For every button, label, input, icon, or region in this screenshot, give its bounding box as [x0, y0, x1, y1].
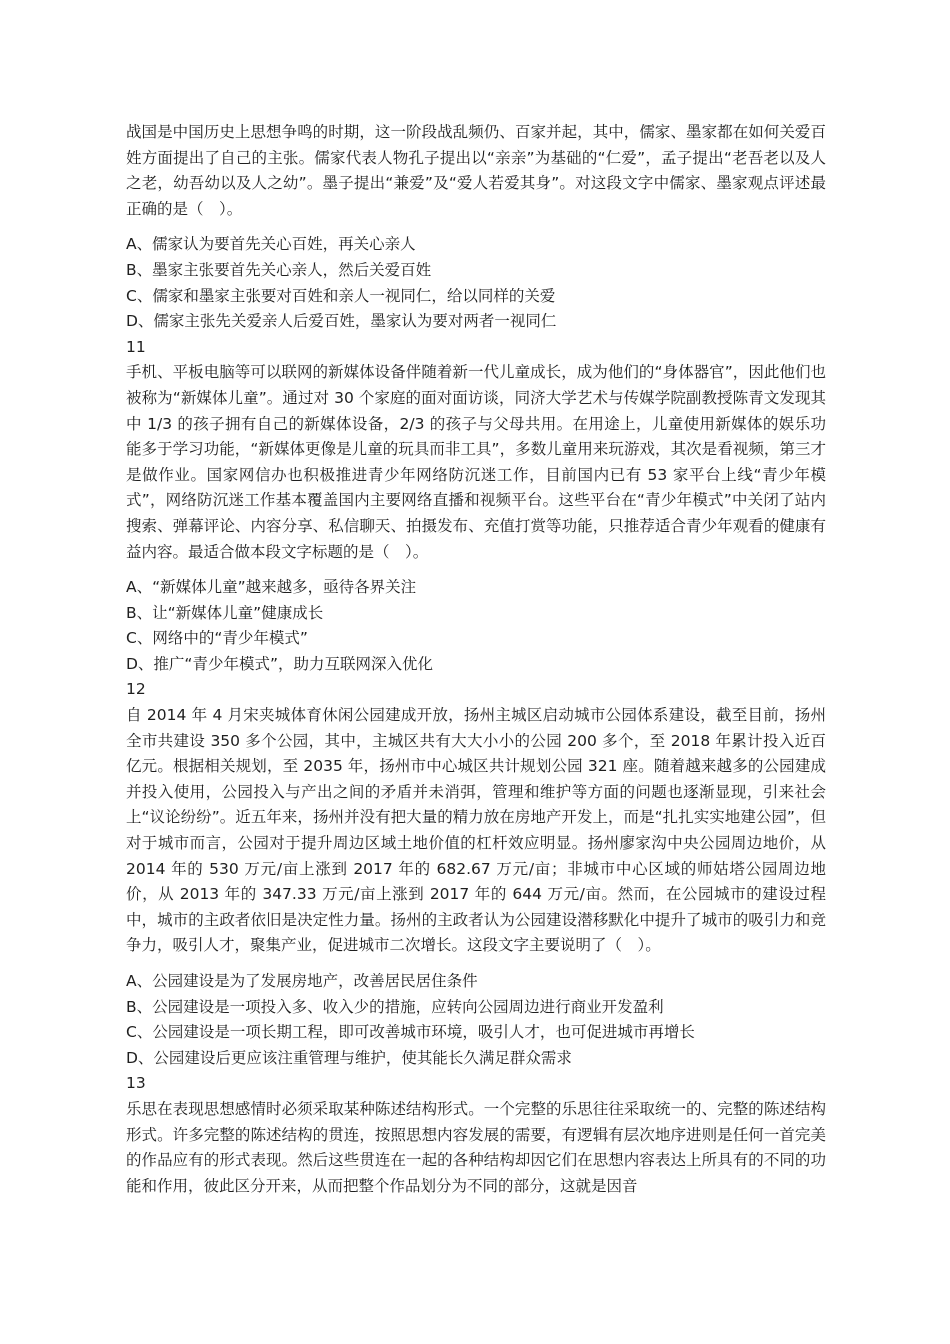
option-d: D、公园建设后更应该注重管理与维护，使其能长久满足群众需求 [126, 1048, 572, 1067]
question-number: 11 [126, 337, 146, 356]
question-block [126, 677, 826, 1071]
question-text: 战国是中国历史上思想争鸣的时期，这一阶段战乱频仍、百家并起，其中，儒家、墨家都在如何关爱百姓方面提出了自己的主张。儒家代表人物孔子提出以“亲亲”为基础的“仁爱”，孟子提出“老吾老以及人之老，幼吾幼以及人之幼”。墨子提出“兼爱”及“爱人若爱其身”。对这段文字中儒家、墨家观点评述最正确的是（ ）。 [126, 123, 826, 218]
option-list [126, 232, 826, 334]
question-text: 乐思在表现思想感情时必须采取某种陈述结构形式。一个完整的乐思往往采取统一的、完整的陈述结构形式。许多完整的陈述结构的贯连，按照思想内容发展的需要，有逻辑有层次地序进则是任何一首完美的作品应有的形式表现。然后这些贯连在一起的各种结构却因它们在思想内容表达上所具有的不同的功能和作用，彼此区分开来，从而把整个作品划分为不同的部分，这就是因音 [126, 1099, 826, 1195]
question-block [126, 120, 826, 335]
option-d: D、推广“青少年模式”，助力互联网深入优化 [126, 654, 433, 673]
option-a: A、儒家认为要首先关心百姓，再关心亲人 [126, 235, 416, 254]
option-c: C、网络中的“青少年模式” [126, 629, 308, 648]
option-b: B、让“新媒体儿童”健康成长 [126, 603, 324, 622]
option-list [126, 575, 826, 677]
option-b: B、墨家主张要首先关心亲人，然后关爱百姓 [126, 260, 432, 279]
question-number: 13 [126, 1074, 146, 1093]
question-number: 12 [126, 680, 146, 699]
question-text: 手机、平板电脑等可以联网的新媒体设备伴随着新一代儿童成长，成为他们的“身体器官”，因此他们也被称为“新媒体儿童”。通过对 30 个家庭的面对面访谈，同济大学艺术与传媒学院副教授陈青文发现其中 1/3 的孩子拥有自己的新媒体设备，2/3 的孩子与父母共用。在用途上，儿童使用新媒体的娱乐功能多于学习功能，“新媒体更像是儿童的玩具而非工具”，多数儿童用来玩游戏，其次是看视频，第三才是做作业。国家网信办也积极推进青少年网络防沉迷工作，目前国内已有 53 家平台上线“青少年模式”，网络防沉迷工作基本覆盖国内主要网络直播和视频平台。这些平台在“青少年模式”中关闭了站内搜索、弹幕评论、内容分享、私信聊天、拍摄发布、充值打赏等功能，只推荐适合青少年观看的健康有益内容。最适合做本段文字标题的是（ ）。 [126, 363, 826, 561]
option-list [126, 969, 826, 1071]
option-a: A、“新媒体儿童”越来越多，亟待各界关注 [126, 578, 417, 597]
question-block [126, 335, 826, 678]
option-b: B、公园建设是一项投入多、收入少的措施，应转向公园周边进行商业开发盈利 [126, 997, 664, 1016]
option-c: C、儒家和墨家主张要对百姓和亲人一视同仁，给以同样的关爱 [126, 286, 556, 305]
question-block [126, 1071, 826, 1199]
option-d: D、儒家主张先关爱亲人后爱百姓，墨家认为要对两者一视同仁 [126, 312, 557, 331]
option-c: C、公园建设是一项长期工程，即可改善城市环境，吸引人才，也可促进城市再增长 [126, 1023, 695, 1042]
option-a: A、公园建设是为了发展房地产，改善居民居住条件 [126, 972, 478, 990]
question-text: 自 2014 年 4 月宋夹城体育休闲公园建成开放，扬州主城区启动城市公园体系建设，截至目前，扬州全市共建设 350 多个公园，其中，主城区共有大大小小的公园 200 多个，至 2018 年累计投入近百亿元。根据相关规划，至 2035 年，扬州市中心城区共计规划公园 321 座。随着越来越多的公园建成并投入使用，公园投入与产出之间的矛盾并未消弭，管理和维护等方面的问题也逐渐显现，引来社会上“议论纷纷”。近五年来，扬州并没有把大量的精力放在房地产开发上，而是“扎扎实实地建公园”，但对于城市而言，公园对于提升周边区域土地价值的杠杆效应明显。扬州廖家沟中央公园周边地价，从 2014 年的 530 万元/亩上涨到 2017 年的 682.67 万元/亩；非城市中心区域的师姑塔公园周边地价，从 2013 年的 347.33 万元/亩上涨到 2017 年的 644 万元/亩。然而，在公园城市的建设过程中，城市的主政者依旧是决定性力量。扬州的主政者认为公园建设潜移默化中提升了城市的吸引力和竞争力，吸引人才，聚集产业，促进城市二次增长。这段文字主要说明了（ ）。 [126, 706, 826, 955]
document-page [126, 120, 826, 1199]
